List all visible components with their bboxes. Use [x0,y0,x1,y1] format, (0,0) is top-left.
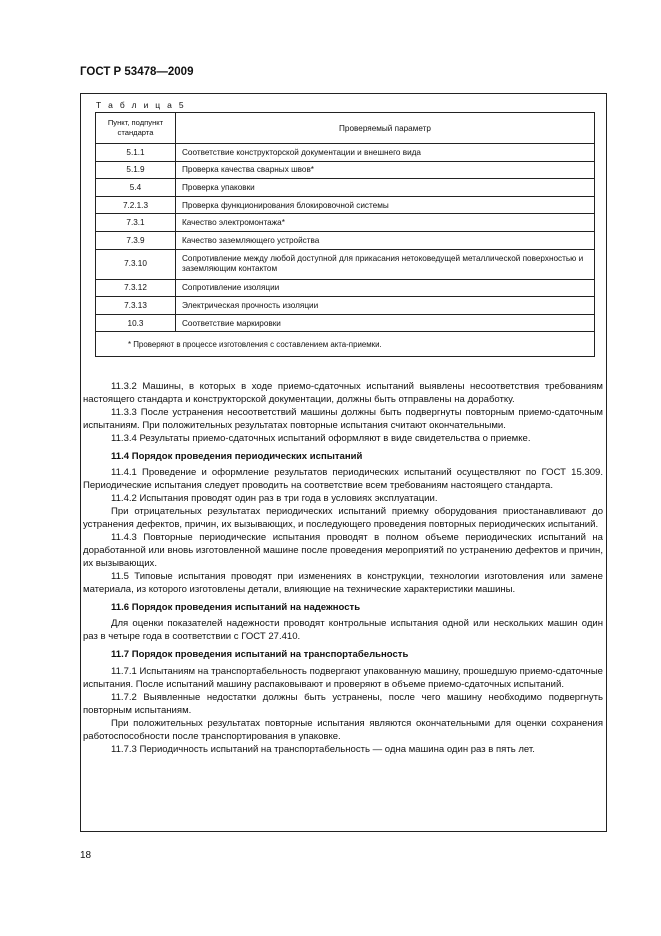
table-row [96,144,595,162]
document-header: ГОСТ Р 53478—2009 [80,66,194,78]
row-parameter: Сопротивление изоляции [176,279,595,297]
table-row [96,161,595,179]
table-row [96,179,595,197]
paragraph-11-3-3: 11.3.3 После устранения несоответствий машины должны быть подвергнуты повторным приемо-сдаточным испытаниям. При положительных результатах повторные испытания считают окончательными. [83,406,603,431]
table-row [96,196,595,214]
section-heading-11-6: 11.6 Порядок проведения испытаний на надежность [111,601,361,613]
row-parameter: Соответствие конструкторской документации и внешнего вида [176,144,595,162]
paragraph-11-5: 11.5 Типовые испытания проводят при изменениях в конструкции, технологии изготовления или замене материала, из которого изготовлены детали, влияющие на технические характеристики машины. [83,570,603,595]
table-row [96,249,595,279]
column-header-parameter: Проверяемый параметр [176,113,595,144]
paragraph-11-4-3: 11.4.3 Повторные периодические испытания проводят в полном объеме периодических испытаний на доработанной или вновь изготовленной машине после проведения мероприятий по устранению дефектов и причин, их вызывающих. [83,531,603,569]
table-row [96,279,595,297]
paragraph-11-7-2: 11.7.2 Выявленные недостатки должны быть устранены, после чего машину необходимо подвергнуть повторным испытаниям. [83,691,603,716]
paragraph-11-3-2: 11.3.2 Машины, в которых в ходе приемо-сдаточных испытаний выявлены несоответствия требованиям настоящего стандарта и конструкторской документации, должны быть отправлены на доработку. [83,381,603,405]
paragraph-11-7-3: 11.7.3 Периодичность испытаний на транспортабельность — одна машина один раз в пять лет. [111,743,535,755]
row-parameter: Проверка качества сварных швов* [176,161,595,179]
row-item: 7.3.13 [96,297,176,315]
row-item: 7.3.10 [96,249,176,279]
table-footnote: * Проверяют в процессе изготовления с составлением акта-приемки. [96,332,595,357]
row-parameter: Качество заземляющего устройства [176,231,595,249]
table-row [96,214,595,232]
section-heading-11-4: 11.4 Порядок проведения периодических испытаний [111,450,363,462]
paragraph-11-7-2-continued: При положительных результатах повторные испытания являются окончательными для оценки сохранения работоспособности после транспортирования в упаковке. [83,717,603,742]
paragraph-11-7-1: 11.7.1 Испытаниям на транспортабельность подвергают упакованную машину, прошедшую приемо-сдаточные испытания. После испытаний машину распаковывают и проверяют в объеме приемо-сдаточных испытаний. [83,666,603,691]
row-parameter: Электрическая прочность изоляции [176,297,595,315]
paragraph-11-6: Для оценки показателей надежности проводят контрольные испытания одной или нескольких машин один раз в четыре года в соответствии с ГОСТ 27.410. [83,618,603,643]
paragraph-11-4-2: 11.4.2 Испытания проводят один раз в три года в условиях эксплуатации. [111,493,438,505]
row-parameter: Качество электромонтажа* [176,214,595,232]
row-item: 7.2.1.3 [96,196,176,214]
row-item: 5.4 [96,179,176,197]
column-header-item: Пункт, подпункт стандарта [96,113,176,144]
body-text [83,381,603,756]
paragraph-11-3-4: 11.3.4 Результаты приемо-сдаточных испытаний оформляют в виде свидетельства о приемке. [111,432,531,444]
row-item: 10.3 [96,314,176,332]
row-item: 7.3.12 [96,279,176,297]
row-parameter: Соответствие маркировки [176,314,595,332]
row-parameter: Проверка функционирования блокировочной системы [176,196,595,214]
row-item: 5.1.1 [96,144,176,162]
inspection-table [95,112,595,357]
table-caption: Т а б л и ц а 5 [96,100,186,110]
section-heading-11-7: 11.7 Порядок проведения испытаний на транспортабельность [111,649,409,661]
row-item: 7.3.1 [96,214,176,232]
row-parameter: Проверка упаковки [176,179,595,197]
row-item: 7.3.9 [96,231,176,249]
page-number: 18 [80,850,92,861]
table-row [96,314,595,332]
row-item: 5.1.9 [96,161,176,179]
row-parameter: Сопротивление между любой доступной для прикасания нетоковедущей металлической поверхностью и заземляющим контактом [176,249,595,279]
paragraph-11-4-2-continued: При отрицательных результатах периодических испытаний приемку оборудования приостанавливают до устранения дефектов, причин, их вызывающих, и последующего проведения повторных периодических испытаний. [83,506,603,531]
table-row [96,231,595,249]
table-row [96,297,595,315]
paragraph-11-4-1: 11.4.1 Проведение и оформление результатов периодических испытаний осуществляют по ГОСТ 15.309. Периодические испытания следует проводить на соответствие всем требованиям настоящего стандарта. [83,467,603,492]
